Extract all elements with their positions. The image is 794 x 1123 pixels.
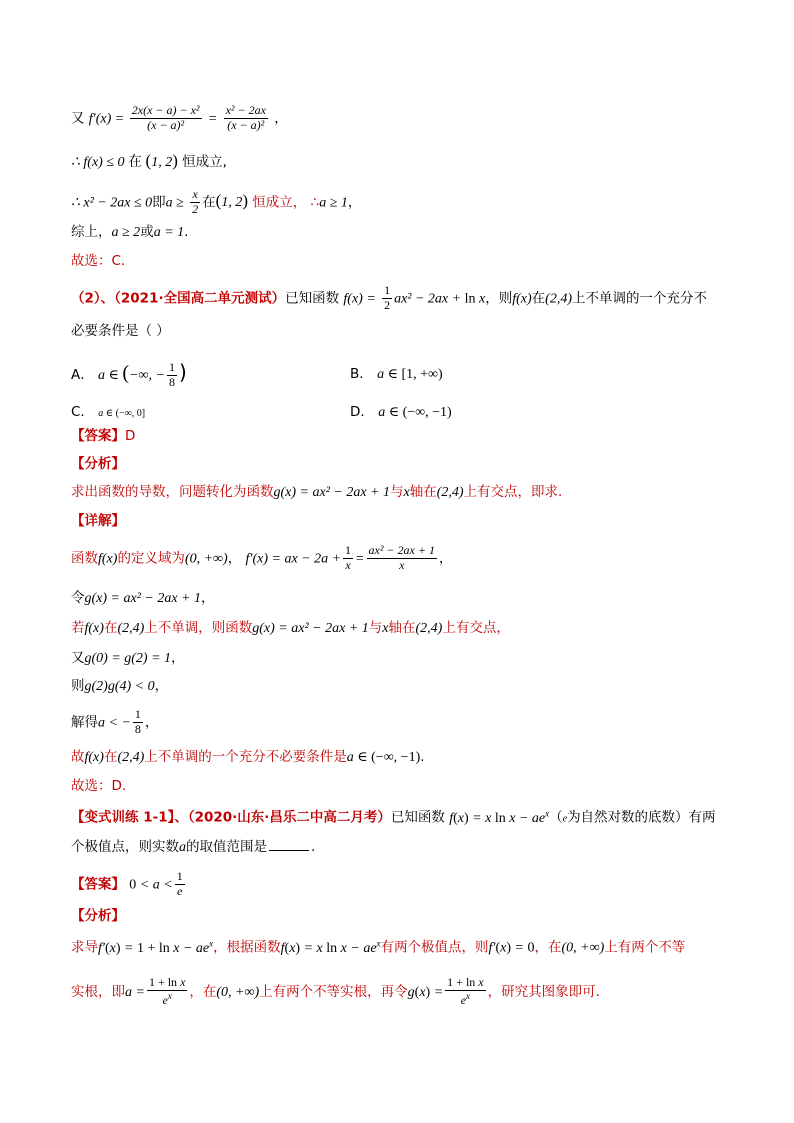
variant-line-1: 【变式训练 1-1】、（2020·山东·昌乐二中高二月考）已知函数 f(x) = x $\ln x - ae^x(e$为自然对数的底数）有两 (71, 808, 716, 826)
answer-line: 故选：C. (71, 253, 126, 269)
question-2-line-2: 必要条件是（ ） (71, 323, 170, 339)
derivative-line: 又 f′(x) = $\frac{\text{2x(x − a) − x²}}{\text{(x − a)²}}$ = $\frac{\text{x² − 2ax}}{\text{(x − a)²}}$ ， (71, 103, 288, 132)
variant-analysis-line-1: 求导$f'(x) = 1 + \ln x - ae^x$，根据函数f(x) = x $\ln x - ae^x$有两个极值点，则f′(x) = 0，在(0, +∞)上有两个不等 (71, 938, 686, 956)
variant-line-2: 个极值点，则实数a的取值范围是 . (71, 839, 316, 855)
inequality-line: ∴ x² − 2ax ≤ 0即a ≥ $\frac{x}{2}$ 在(1, 2) 恒成立， ∴a ≥ 1， (71, 187, 362, 216)
detail-heading: 【详解】 (71, 513, 125, 529)
fraction: $\frac{1}{e}$ (176, 869, 183, 898)
detail-line-6: 解得a < − $\frac{1}{8}$ ， (71, 707, 159, 736)
fraction: $\frac{x}{2}$ (192, 187, 199, 216)
option-d: D． a ∈ (−∞, −1) (350, 404, 452, 420)
detail-line-7: 故f(x)在(2,4)上不单调的一个充分不必要条件是a ∈ (−∞, −1). (71, 749, 425, 765)
option-b: B． a ∈ [1, +∞) (350, 366, 443, 382)
answer-section: 【答案】D (71, 428, 136, 444)
option-a: A． a ∈ (−∞, − $\frac{1}{8}$ ) (71, 359, 187, 389)
fraction: $\frac{\text{1 + ln x}}{e^x}$ (447, 975, 484, 1007)
fraction: $\frac{1}{2}$ (384, 283, 391, 312)
fraction: $\frac{1}{8}$ (168, 359, 175, 389)
fraction: $\frac{\text{1 + ln x}}{e^x}$ (148, 975, 186, 1007)
fraction: $\frac{1}{x}$ (345, 543, 352, 572)
fraction: $\frac{1}{8}$ (134, 707, 141, 736)
fraction: $\frac{\text{x² − 2ax}}{\text{(x − a)²}}$ (225, 103, 266, 132)
variant-analysis-heading: 【分析】 (71, 908, 125, 924)
conclusion-line: 综上，a ≥ 2或a = 1. (71, 224, 189, 240)
answer-blank (269, 850, 309, 851)
question-2-line-1: （2）、（2021·全国高二单元测试）已知函数 f(x) = $\frac{1}{2}$ ax² − 2ax + ln x，则f(x)在(2,4)上不单调的一个充分不 (71, 283, 707, 312)
formula: ∴ f(x) ≤ 0 在 (1, 2) (71, 151, 178, 170)
detail-line-5: 则g(2)g(4) < 0， (71, 678, 169, 694)
detail-line-1: 函数f(x)的定义域为(0, +∞)， f′(x) = ax − 2a + $\frac{1}{x}$ = $\frac{\text{ax² − 2ax + 1}}{x}$ ， (71, 543, 453, 572)
fraction: $\frac{\text{ax² − 2ax + 1}}{x}$ (368, 543, 435, 572)
detail-line-4: 又g(0) = g(2) = 1， (71, 650, 185, 666)
detail-line-3: 若f(x)在(2,4)上不单调，则函数g(x) = ax² − 2ax + 1与x轴在(2,4)上有交点， (71, 620, 510, 636)
option-c: C． a ∈ (−∞, 0] (71, 404, 146, 420)
text: 又 (71, 110, 85, 127)
formula: f′(x) = (88, 111, 128, 127)
analysis-heading: 【分析】 (71, 456, 125, 472)
fraction: $\frac{\text{2x(x − a) − x²}}{\text{(x − a)²}}$ (131, 103, 200, 132)
detail-line-2: 令g(x) = ax² − 2ax + 1， (71, 590, 215, 606)
variant-analysis-line-2: 实根，即a = $\frac{\text{1 + ln x}}{e^x}$ ，在(0, +∞)上有两个不等实根，再令g(x) = $\frac{\text{1 + ln x}}{e^x}$ ，研究其图象即可. (71, 975, 600, 1007)
detail-line-8: 故选：D. (71, 778, 127, 794)
analysis-text: 求出函数的导数，问题转化为函数g(x) = ax² − 2ax + 1与x轴在(2,4)上有交点，即求. (71, 484, 563, 500)
variant-answer: 【答案】 0 < a < $\frac{1}{e}$ (71, 869, 183, 898)
condition-line: ∴ f(x) ≤ 0 在 (1, 2) 恒成立, (71, 151, 227, 170)
